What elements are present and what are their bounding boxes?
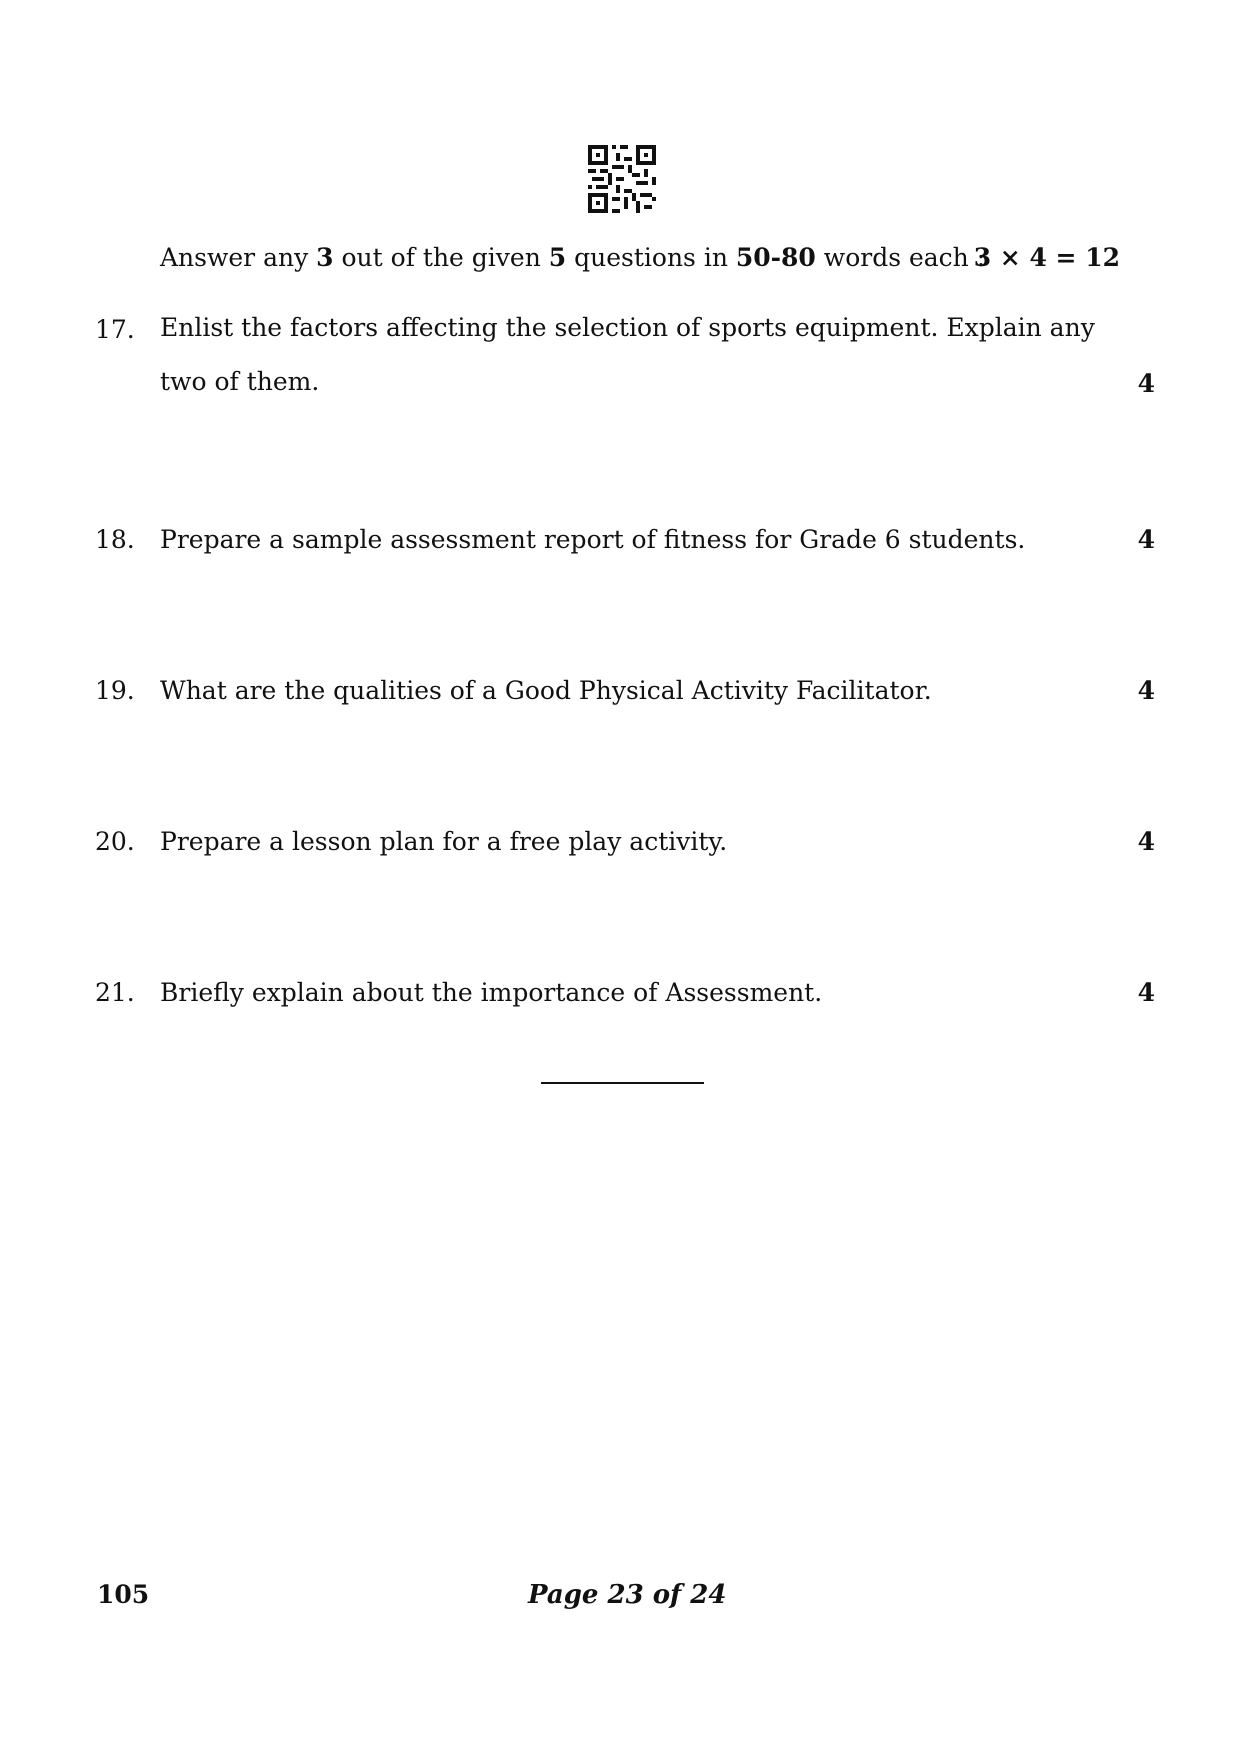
- section-instruction: [160, 238, 1120, 278]
- question-number: 19.: [95, 676, 135, 705]
- question-number: 18.: [95, 525, 135, 554]
- question-marks: 4: [1137, 369, 1155, 398]
- question-text: Prepare a sample assessment report of fitness for Grade 6 students.: [160, 525, 1026, 554]
- question-number: 17.: [95, 315, 135, 344]
- paper-code: 105: [97, 1580, 150, 1609]
- instruction-word-limit: 50-80: [735, 243, 816, 272]
- instruction-total: 5: [548, 243, 567, 272]
- question-text: Enlist the factors affecting the selection of sports equipment. Explain any two of them.: [160, 313, 1095, 396]
- page-number: Page 23 of 24: [528, 1580, 727, 1610]
- question-text: Briefly explain about the importance of Assessment.: [160, 978, 823, 1007]
- instruction-text: questions in: [566, 243, 736, 272]
- question-marks: 4: [1137, 525, 1155, 554]
- instruction-text: Answer any: [160, 243, 317, 272]
- qr-code-icon: [588, 145, 656, 213]
- question-number: 20.: [95, 827, 135, 856]
- section-marks-formula: 3 × 4 = 12: [973, 243, 1120, 272]
- question-marks: 4: [1137, 827, 1155, 856]
- question-text: Prepare a lesson plan for a free play activity.: [160, 827, 728, 856]
- question-number: 21.: [95, 978, 135, 1007]
- instruction-text: words each :: [815, 243, 986, 272]
- end-of-section-rule: [541, 1082, 704, 1084]
- question-marks: 4: [1137, 978, 1155, 1007]
- instruction-count: 3: [316, 243, 334, 272]
- instruction-text: out of the given: [333, 243, 549, 272]
- question-text: What are the qualities of a Good Physical Activity Facilitator.: [160, 676, 932, 705]
- question-marks: 4: [1137, 676, 1155, 705]
